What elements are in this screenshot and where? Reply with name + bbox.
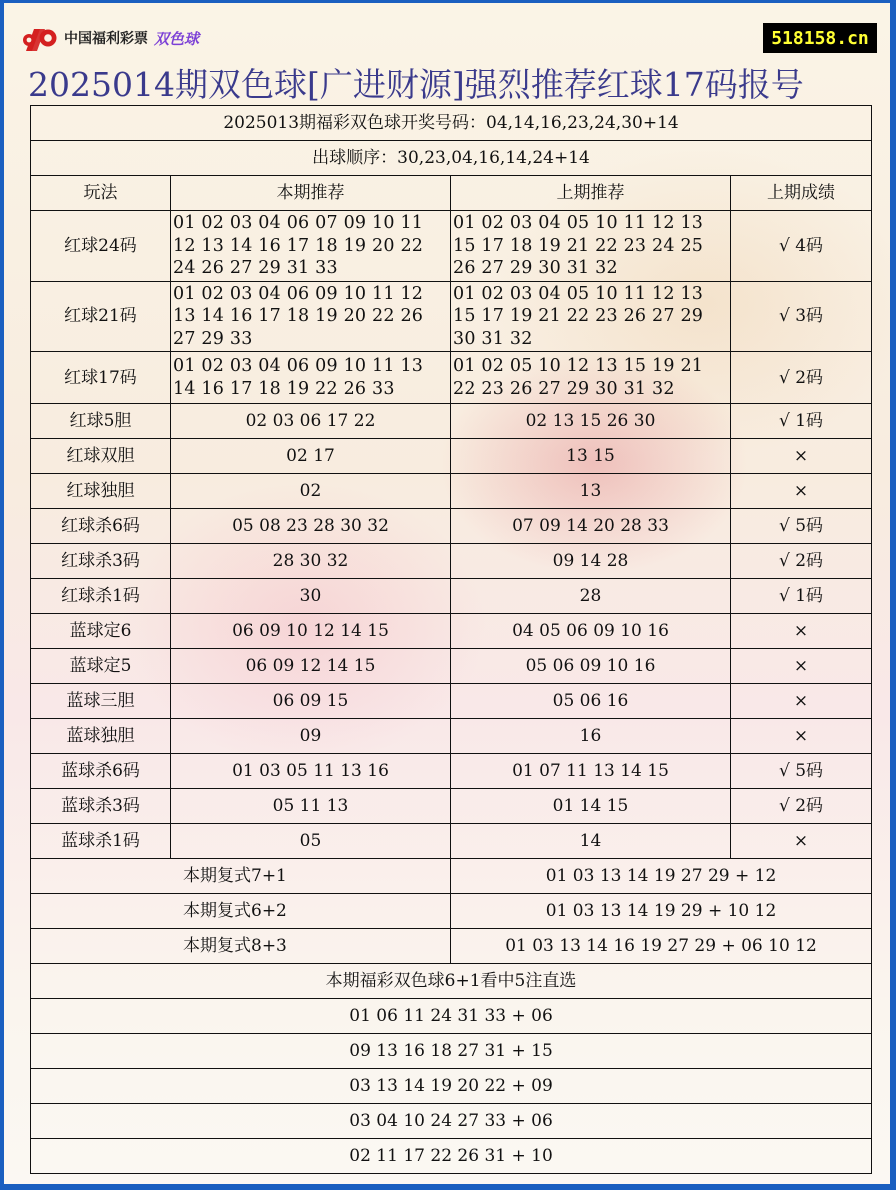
table-row	[31, 404, 872, 439]
pick-row	[31, 1069, 872, 1104]
pick-row	[31, 1139, 872, 1174]
row-label: 红球杀1码	[31, 579, 171, 614]
row-result: √ 4码	[731, 211, 872, 282]
pick-numbers: 02 11 17 22 26 31 + 10	[31, 1139, 872, 1174]
row-previous: 13	[451, 474, 731, 509]
table-row	[31, 352, 872, 404]
row-previous: 01 02 05 10 12 13 15 19 21 22 23 26 27 29 30 31 32	[451, 352, 731, 404]
fushi-numbers: 01 03 13 14 16 19 27 29 + 06 10 12	[451, 929, 872, 964]
row-current: 01 02 03 04 06 07 09 10 11 12 13 14 16 17 18 19 20 22 24 26 27 29 31 33	[171, 211, 451, 282]
row-previous: 01 02 03 04 05 10 11 12 13 15 17 18 19 21 22 23 24 25 26 27 29 30 31 32	[451, 211, 731, 282]
row-current: 05	[171, 824, 451, 859]
table-row	[31, 439, 872, 474]
table-row	[31, 211, 872, 282]
row-result: ×	[731, 439, 872, 474]
fushi-numbers: 01 03 13 14 19 27 29 + 12	[451, 859, 872, 894]
row-previous: 01 07 11 13 14 15	[451, 754, 731, 789]
fushi-numbers: 01 03 13 14 19 29 + 10 12	[451, 894, 872, 929]
welfare-lottery-logo-icon	[20, 23, 60, 53]
row-label: 红球双胆	[31, 439, 171, 474]
row-result: √ 2码	[731, 544, 872, 579]
row-current: 30	[171, 579, 451, 614]
row-label: 红球杀3码	[31, 544, 171, 579]
row-label: 红球24码	[31, 211, 171, 282]
last-result-text: 2025013期福彩双色球开奖号码：04,14,16,23,24,30+14	[31, 106, 872, 141]
row-label: 蓝球定6	[31, 614, 171, 649]
pick-row	[31, 1034, 872, 1069]
row-label: 蓝球定5	[31, 649, 171, 684]
row-label: 红球杀6码	[31, 509, 171, 544]
row-label: 蓝球杀3码	[31, 789, 171, 824]
row-current: 06 09 10 12 14 15	[171, 614, 451, 649]
row-previous: 05 06 16	[451, 684, 731, 719]
row-label: 蓝球独胆	[31, 719, 171, 754]
row-result: √ 1码	[731, 579, 872, 614]
row-result: ×	[731, 824, 872, 859]
row-previous: 04 05 06 09 10 16	[451, 614, 731, 649]
fushi-label: 本期复式8+3	[31, 929, 451, 964]
row-current: 09	[171, 719, 451, 754]
row-current: 02 03 06 17 22	[171, 404, 451, 439]
row-previous: 01 02 03 04 05 10 11 12 13 15 17 19 21 22 23 26 27 29 30 31 32	[451, 281, 731, 352]
header-current: 本期推荐	[171, 176, 451, 211]
table-row	[31, 281, 872, 352]
row-current: 06 09 15	[171, 684, 451, 719]
site-badge[interactable]: 518158.cn	[763, 23, 877, 53]
row-previous: 13 15	[451, 439, 731, 474]
row-result: √ 1码	[731, 404, 872, 439]
row-label: 蓝球杀6码	[31, 754, 171, 789]
picks-title: 本期福彩双色球6+1看中5注直选	[31, 964, 872, 999]
table-header-row	[31, 176, 872, 211]
table-row	[31, 614, 872, 649]
prediction-table	[30, 105, 872, 1174]
row-current: 28 30 32	[171, 544, 451, 579]
pick-numbers: 09 13 16 18 27 31 + 15	[31, 1034, 872, 1069]
row-result: ×	[731, 474, 872, 509]
table-row	[31, 754, 872, 789]
row-current: 01 02 03 04 06 09 10 11 13 14 16 17 18 19 22 26 33	[171, 352, 451, 404]
row-result: ×	[731, 719, 872, 754]
row-current: 02 17	[171, 439, 451, 474]
row-previous: 05 06 09 10 16	[451, 649, 731, 684]
fushi-row	[31, 859, 872, 894]
table-row	[31, 474, 872, 509]
row-previous: 28	[451, 579, 731, 614]
row-current: 05 11 13	[171, 789, 451, 824]
pick-row	[31, 1104, 872, 1139]
row-result: √ 2码	[731, 789, 872, 824]
logo-subtext: 双色球	[154, 29, 200, 48]
fushi-label: 本期复式6+2	[31, 894, 451, 929]
lottery-logo	[20, 23, 199, 53]
row-previous: 14	[451, 824, 731, 859]
row-previous: 01 14 15	[451, 789, 731, 824]
row-label: 红球5胆	[31, 404, 171, 439]
table-row	[31, 579, 872, 614]
table-row	[31, 789, 872, 824]
page-frame	[4, 3, 890, 1184]
pick-numbers: 03 04 10 24 27 33 + 06	[31, 1104, 872, 1139]
row-label: 红球独胆	[31, 474, 171, 509]
table-row	[31, 544, 872, 579]
row-result: √ 2码	[731, 352, 872, 404]
row-current: 02	[171, 474, 451, 509]
table-row	[31, 719, 872, 754]
pick-row	[31, 999, 872, 1034]
page-title: 2025014期双色球[广进财源]强烈推荐红球17码报号	[28, 65, 804, 104]
picks-title-row	[31, 964, 872, 999]
table-row	[31, 649, 872, 684]
row-label: 蓝球三胆	[31, 684, 171, 719]
header-result: 上期成绩	[731, 176, 872, 211]
table-row	[31, 684, 872, 719]
table-row	[31, 509, 872, 544]
row-result: √ 5码	[731, 509, 872, 544]
row-previous: 09 14 28	[451, 544, 731, 579]
fushi-row	[31, 894, 872, 929]
row-result: ×	[731, 649, 872, 684]
row-result: ×	[731, 684, 872, 719]
row-previous: 02 13 15 26 30	[451, 404, 731, 439]
row-previous: 07 09 14 20 28 33	[451, 509, 731, 544]
row-result: √ 5码	[731, 754, 872, 789]
row-label: 红球17码	[31, 352, 171, 404]
pick-numbers: 01 06 11 24 31 33 + 06	[31, 999, 872, 1034]
row-result: √ 3码	[731, 281, 872, 352]
header-previous: 上期推荐	[451, 176, 731, 211]
row-current: 01 02 03 04 06 09 10 11 12 13 14 16 17 18 19 20 22 26 27 29 33	[171, 281, 451, 352]
header-play-type: 玩法	[31, 176, 171, 211]
fushi-row	[31, 929, 872, 964]
row-previous: 16	[451, 719, 731, 754]
ball-order-row	[31, 141, 872, 176]
table-row	[31, 824, 872, 859]
pick-numbers: 03 13 14 19 20 22 + 09	[31, 1069, 872, 1104]
logo-text: 中国福利彩票	[64, 31, 148, 47]
row-label: 蓝球杀1码	[31, 824, 171, 859]
row-current: 06 09 12 14 15	[171, 649, 451, 684]
ball-order-text: 出球顺序：30,23,04,16,14,24+14	[31, 141, 872, 176]
last-result-row	[31, 106, 872, 141]
row-label: 红球21码	[31, 281, 171, 352]
row-current: 05 08 23 28 30 32	[171, 509, 451, 544]
row-result: ×	[731, 614, 872, 649]
fushi-label: 本期复式7+1	[31, 859, 451, 894]
row-current: 01 03 05 11 13 16	[171, 754, 451, 789]
